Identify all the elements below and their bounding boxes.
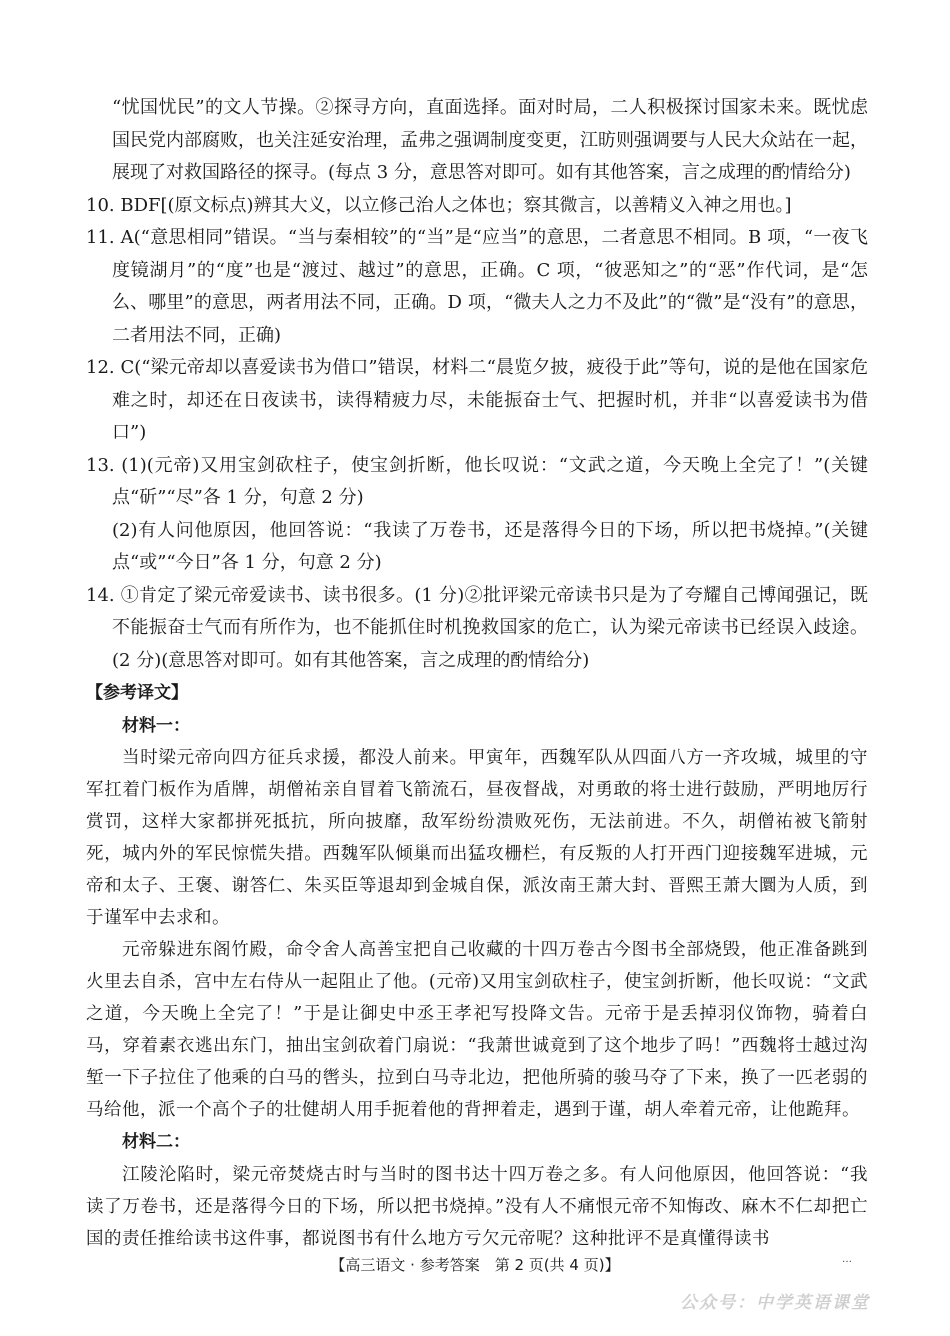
q11-answer: 11. A(“意思相同”错误。“当与秦相较”的“当”是“应当”的意思，二者意思不相同。B 项，“一夜飞度镜湖月”的“度”也是“渡过、越过”的意思，正确。C 项，“彼恶知之”的“恶”作代词，是“怎么、哪里”的意思，两者用法不同，正确。D 项，“微夫人之力不及此”的“微”是“没有”的意思，二者用法不同，正确) — [86, 227, 868, 346]
translation-heading: 【参考译文】 — [86, 683, 188, 703]
watermark-text: 公众号：中学英语课堂 — [680, 1293, 870, 1313]
material2-paragraph1: 江陵沦陷时，梁元帝焚烧古时与当时的图书达十四万卷之多。有人问他原因，他回答说：“我读了万卷书，还是落得今日的下场，所以把书烧掉。”没有人不痛恨元帝不知悔改、麻木不仁却把亡国的责任推给读书这件事，都说图书有什么地方亏欠元帝呢？这种批评不是真懂得读书 — [86, 1164, 868, 1249]
page-footer: 【高三语文 · 参考答案 第 2 页(共 4 页)】 — [330, 1256, 620, 1274]
material1-paragraph1: 当时梁元帝向四方征兵求援，都没人前来。甲寅年，西魏军队从四面八方一齐攻城，城里的守军扛着门板作为盾牌，胡僧祐亲自冒着飞箭流石，昼夜督战，对勇敢的将士进行鼓励，严明地厉行赏罚，这样大家都拼死抵抗，所向披靡，敌军纷纷溃败死伤，无法前进。不久，胡僧祐被飞箭射死，城内外的军民惊慌失措。西魏军队倾巢而出猛攻栅栏，有反叛的人打开西门迎接魏军进城，元帝和太子、王褒、谢答仁、朱买臣等退却到金城自保，派汝南王萧大封、晋熙王萧大圜为人质，到于谨军中去求和。 — [86, 748, 868, 928]
q12-answer: 12. C(“梁元帝却以喜爱读书为借口”错误，材料二“晨览夕披，疲役于此”等句，说的是他在国家危难之时，却还在日夜读书，读得精疲力尽，未能振奋士气、把握时机，并非“以喜爱读书为借口”) — [86, 357, 868, 443]
q10-answer: 10. BDF[(原文标点)辨其大义，以立修己治人之体也；察其微言，以善精义入神之用也。] — [86, 194, 792, 216]
q13-answer-part1: 13. (1)(元帝)又用宝剑砍柱子，使宝剑折断，他长叹说：“文武之道，今天晚上全完了！”(关键点“斫”“尽”各 1 分，句意 2 分) — [86, 454, 868, 508]
q14-answer: 14. ①肯定了梁元帝爱读书、读书很多。(1 分)②批评梁元帝读书只是为了夸耀自己博闻强记，既不能振奋士气而有所作为，也不能抓住时机挽救国家的危亡，认为梁元帝读书已经误入歧途。(2 分)(意思答对即可。如有其他答案，言之成理的酌情给分) — [86, 584, 868, 671]
material1-title: 材料一： — [122, 715, 190, 736]
footer-dots: … — [842, 1254, 852, 1265]
q9-answer-continuation: “忧国忧民”的文人节操。②探寻方向，直面选择。面对时局，二人积极探讨国家未来。既忧虑国民党内部腐败，也关注延安治理，孟弗之强调制度变更，江昉则强调要与人民大众站在一起，展现了对救国路径的探寻。(每点 3 分，意思答对即可。如有其他答案，言之成理的酌情给分) — [112, 97, 868, 183]
material1-paragraph2: 元帝躲进东阁竹殿，命令舍人高善宝把自己收藏的十四万卷古今图书全部烧毁，他正准备跳到火里去自杀，宫中左右侍从一起阻止了他。(元帝)又用宝剑砍柱子，使宝剑折断，他长叹说：“文武之道，今天晚上全完了！”于是让御史中丞王孝祀写投降文告。元帝于是丢掉羽仪饰物，骑着白马，穿着素衣逃出东门，抽出宝剑砍着门扇说：“我萧世诚竟到了这个地步了吗！”西魏将士越过沟堑一下子拉住了他乘的白马的辔头，拉到白马寺北边，把他所骑的骏马夺了下来，换了一匹老弱的马给他，派一个高个子的壮健胡人用手扼着他的背押着走，遇到于谨，胡人牵着元帝，让他跪拜。 — [86, 940, 868, 1120]
material2-title: 材料二： — [122, 1132, 190, 1152]
page-content — [86, 92, 868, 1255]
q13-answer-part2: (2)有人问他原因，他回答说：“我读了万卷书，还是落得今日的下场，所以把书烧掉。”(关键点“或”“今日”各 1 分，句意 2 分) — [112, 519, 868, 573]
